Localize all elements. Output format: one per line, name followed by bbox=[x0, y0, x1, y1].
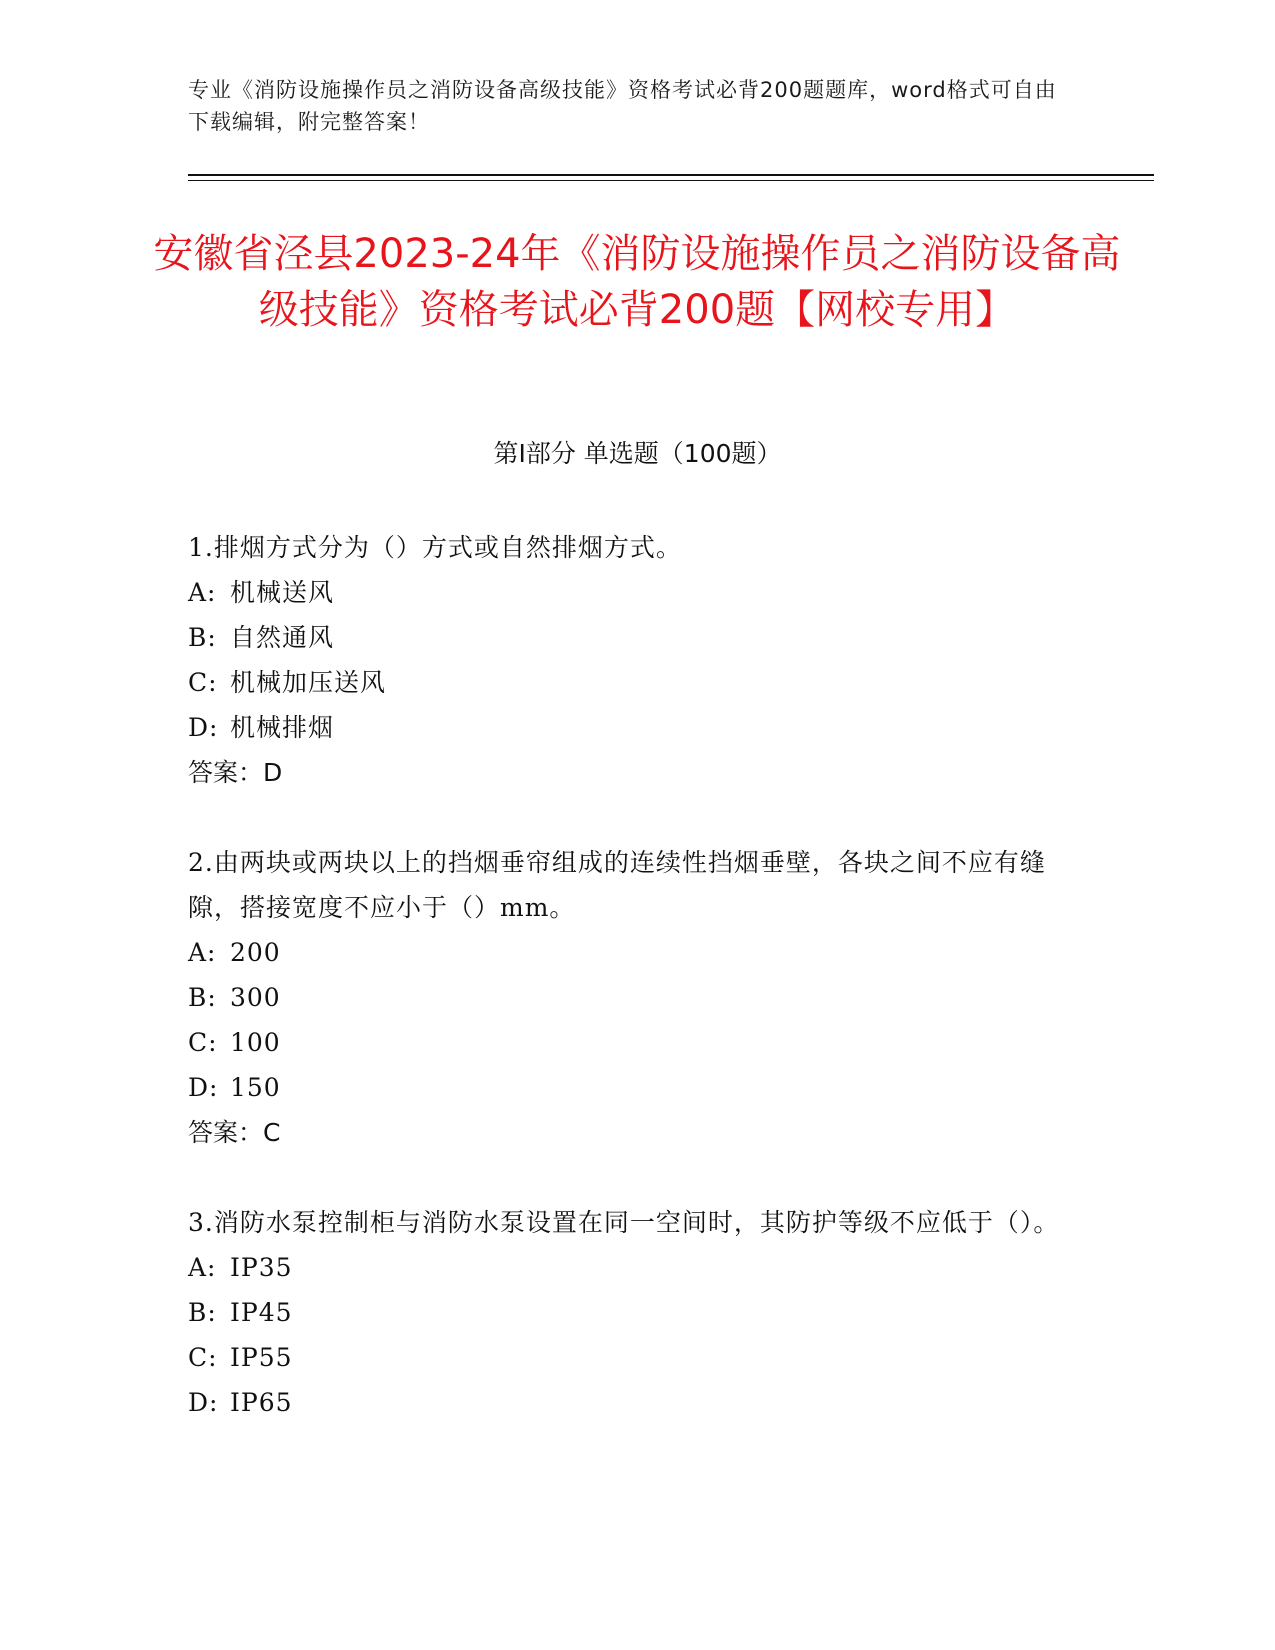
option-text: 机械加压送风 bbox=[230, 668, 387, 697]
option-letter: A: bbox=[188, 578, 217, 607]
question-list bbox=[188, 525, 1068, 1470]
option-letter: A: bbox=[188, 1253, 217, 1282]
header-rule-thick bbox=[188, 174, 1154, 176]
option-letter: C: bbox=[188, 1028, 218, 1057]
option-b bbox=[188, 1290, 1068, 1335]
option-b bbox=[188, 615, 1068, 660]
option-letter: C: bbox=[188, 1343, 218, 1372]
answer-line: 答案：C bbox=[188, 1118, 281, 1147]
question-1 bbox=[188, 525, 1068, 795]
option-d bbox=[188, 1380, 1068, 1425]
option-c bbox=[188, 660, 1068, 705]
question-stem: 1.排烟方式分为（）方式或自然排烟方式。 bbox=[188, 533, 682, 562]
option-letter: B: bbox=[188, 983, 217, 1012]
question-stem: 3.消防水泵控制柜与消防水泵设置在同一空间时，其防护等级不应低于（）。 bbox=[188, 1208, 1060, 1237]
question-3 bbox=[188, 1200, 1068, 1425]
option-text: IP55 bbox=[230, 1343, 293, 1372]
option-d bbox=[188, 1065, 1068, 1110]
option-a bbox=[188, 930, 1068, 975]
option-c bbox=[188, 1335, 1068, 1380]
option-letter: B: bbox=[188, 1298, 217, 1327]
option-letter: D: bbox=[188, 1388, 219, 1417]
option-text: 自然通风 bbox=[230, 623, 335, 652]
option-letter: C: bbox=[188, 668, 218, 697]
option-text: 200 bbox=[230, 938, 281, 967]
option-letter: D: bbox=[188, 713, 219, 742]
option-text: 机械送风 bbox=[230, 578, 335, 607]
option-text: 150 bbox=[230, 1073, 281, 1102]
option-text: IP45 bbox=[230, 1298, 293, 1327]
option-letter: A: bbox=[188, 938, 217, 967]
option-c bbox=[188, 1020, 1068, 1065]
header-rule-thin bbox=[188, 180, 1154, 181]
section-heading: 第Ⅰ部分 单选题（100题） bbox=[493, 439, 782, 468]
option-b bbox=[188, 975, 1068, 1020]
answer-line: 答案：D bbox=[188, 758, 283, 787]
option-letter: D: bbox=[188, 1073, 219, 1102]
option-a bbox=[188, 1245, 1068, 1290]
option-text: 机械排烟 bbox=[230, 713, 335, 742]
question-stem: 2.由两块或两块以上的挡烟垂帘组成的连续性挡烟垂壁，各块之间不应有缝隙，搭接宽度不应小于（）mm。 bbox=[188, 848, 1046, 922]
document-title: 安徽省泾县2023-24年《消防设施操作员之消防设备高级技能》资格考试必背200题【网校专用】 bbox=[153, 231, 1121, 333]
option-letter: B: bbox=[188, 623, 217, 652]
header-note: 专业《消防设施操作员之消防设备高级技能》资格考试必背200题题库，word格式可自由下载编辑，附完整答案！ bbox=[188, 78, 1057, 134]
option-text: IP35 bbox=[230, 1253, 293, 1282]
option-a bbox=[188, 570, 1068, 615]
option-text: 100 bbox=[230, 1028, 281, 1057]
option-d bbox=[188, 705, 1068, 750]
question-2 bbox=[188, 840, 1068, 1155]
option-text: 300 bbox=[230, 983, 281, 1012]
option-text: IP65 bbox=[230, 1388, 293, 1417]
